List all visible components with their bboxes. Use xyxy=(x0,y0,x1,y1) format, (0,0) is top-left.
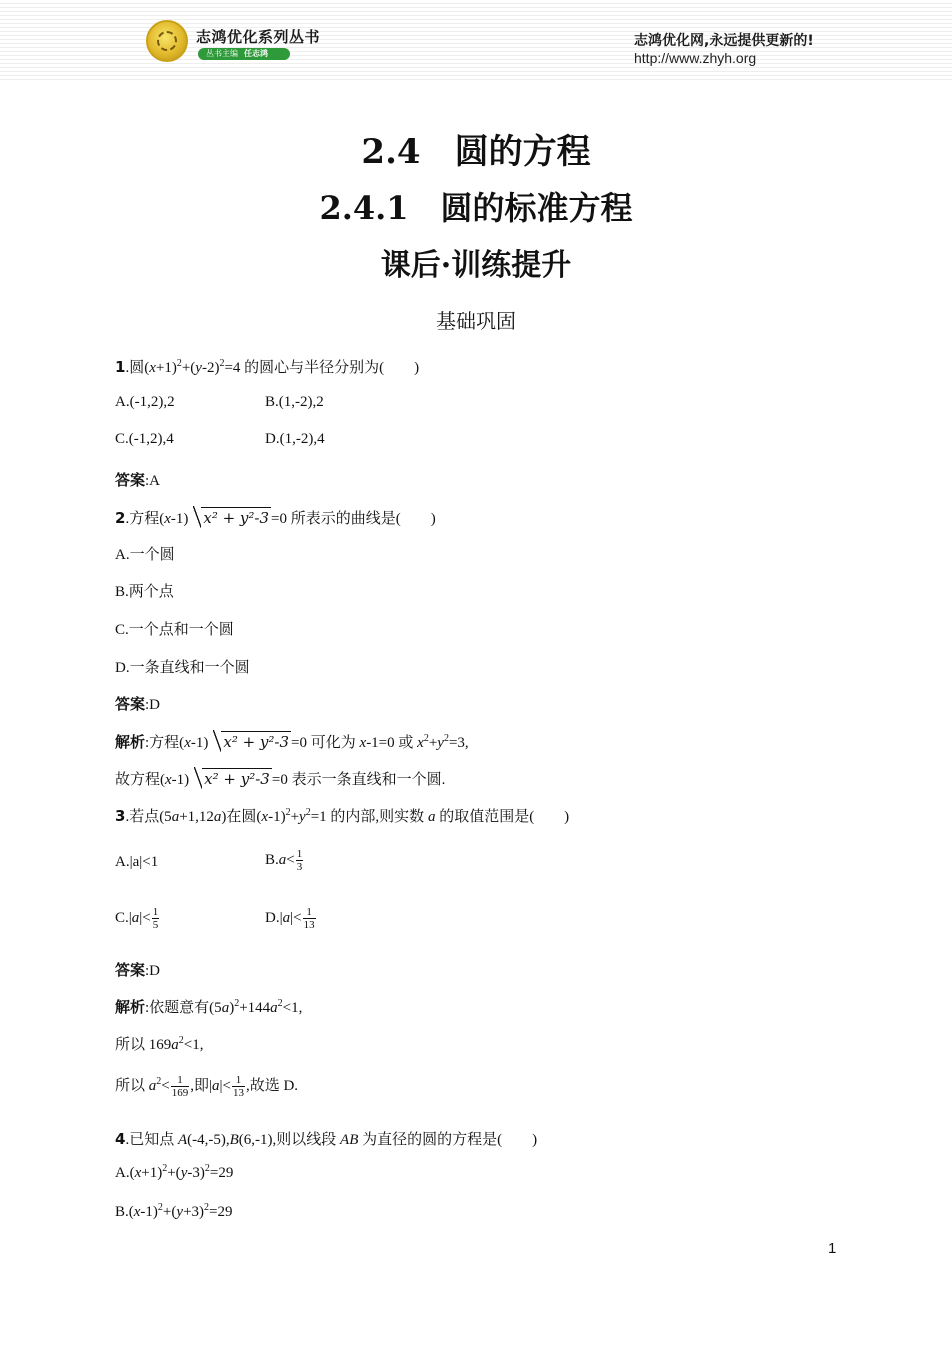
site-url[interactable]: http://www.zhyh.org xyxy=(634,50,757,66)
q1-option-c: C.(-1,2),4 xyxy=(115,431,174,447)
section-title: 2.4.1 圆的标准方程 xyxy=(319,189,633,227)
fraction: $\frac{1}{3}$ xyxy=(296,848,303,873)
exercise-title: 课后·训练提升 xyxy=(380,248,572,283)
q1-answer: 答案:A xyxy=(115,471,161,489)
q3-option-c: C.|a|< $\frac{1}{5}$ xyxy=(115,906,159,931)
question-2: 2.方程(x-1) x² + y²-3 =0 所表示的曲线是( ) xyxy=(115,509,436,527)
fraction: $\frac{1}{5}$ xyxy=(152,906,159,931)
sqrt-expression: x² + y²-3 xyxy=(189,509,271,528)
chapter-title: 2.4 圆的方程 xyxy=(361,132,591,172)
question-3: 3.若点(5a+1,12a)在圆$(x-1)^2+y^2=1$ 的内部,则实数 a 的取值范围是( ) xyxy=(115,807,570,825)
editor-tag xyxy=(198,48,290,60)
q2-option-a: A.一个圆 xyxy=(115,547,175,563)
q3-option-a: A.|a|<1 xyxy=(115,854,159,870)
site-slogan: 志鸿优化网,永远提供更新的! xyxy=(634,33,814,49)
q2-solution-line-1: 解析:方程(x-1) x² + y²-3 =0 可化为 x-1=0 或 $x^2+y^2=3$, xyxy=(115,733,469,751)
q1-option-a: A.(-1,2),2 xyxy=(115,394,175,410)
page-header xyxy=(0,0,952,80)
sqrt-expression: x² + y²-3 xyxy=(190,770,272,789)
q4-option-b: $B.(x-1)^2+(y+3)^2=29$ xyxy=(115,1202,233,1220)
q3-option-b: B.a< $\frac{1}{3}$ xyxy=(265,848,303,873)
q1-option-d: D.(1,-2),4 xyxy=(265,431,325,447)
q4-option-a: $A.(x+1)^2+(y-3)^2=29$ xyxy=(115,1163,234,1181)
fraction: $\frac{1}{13}$ xyxy=(303,906,315,931)
question-4: 4.已知点 A(-4,-5),B(6,-1),则以线段 AB 为直径的圆的方程是( ) xyxy=(115,1130,538,1148)
q1-option-b: B.(1,-2),2 xyxy=(265,394,324,410)
page-number: 1 xyxy=(828,1240,837,1257)
fraction: $\frac{1}{169}$ xyxy=(171,1074,189,1100)
question-1: 1.圆$(x+1)^2+(y-2)^2=4$ 的圆心与半径分别为( ) xyxy=(115,358,420,376)
part-heading: 基础巩固 xyxy=(436,309,516,333)
q3-answer: 答案:D xyxy=(115,961,161,979)
q3-solution-line-1: 解析:依题意有$(5a)^2+144a^2<1$, xyxy=(115,998,303,1016)
editor-label: 丛书主编 xyxy=(206,49,238,58)
fraction: $\frac{1}{13}$ xyxy=(232,1074,244,1100)
q2-solution-line-2: 故方程(x-1) x² + y²-3 =0 表示一条直线和一个圆. xyxy=(115,770,446,788)
q3-solution-line-3: 所以 $a^2<$ $\frac{1}{169}$ ,即|a|< $\frac{1}{13}$ ,故选 D. xyxy=(115,1074,299,1100)
q2-answer: 答案:D xyxy=(115,695,161,713)
q2-option-d: D.一条直线和一个圆 xyxy=(115,660,250,676)
q2-option-b: B.两个点 xyxy=(115,584,174,600)
editor-name: 任志鸿 xyxy=(244,49,268,58)
q3-option-d: D.|a|< $\frac{1}{13}$ xyxy=(265,906,315,931)
q3-solution-line-2: 所以 $169a^2<1$, xyxy=(115,1035,204,1053)
sqrt-expression: x² + y²-3 xyxy=(209,733,291,752)
publisher-logo xyxy=(146,20,188,62)
series-name: 志鸿优化系列丛书 xyxy=(196,28,321,46)
q2-option-c: C.一个点和一个圆 xyxy=(115,622,234,638)
